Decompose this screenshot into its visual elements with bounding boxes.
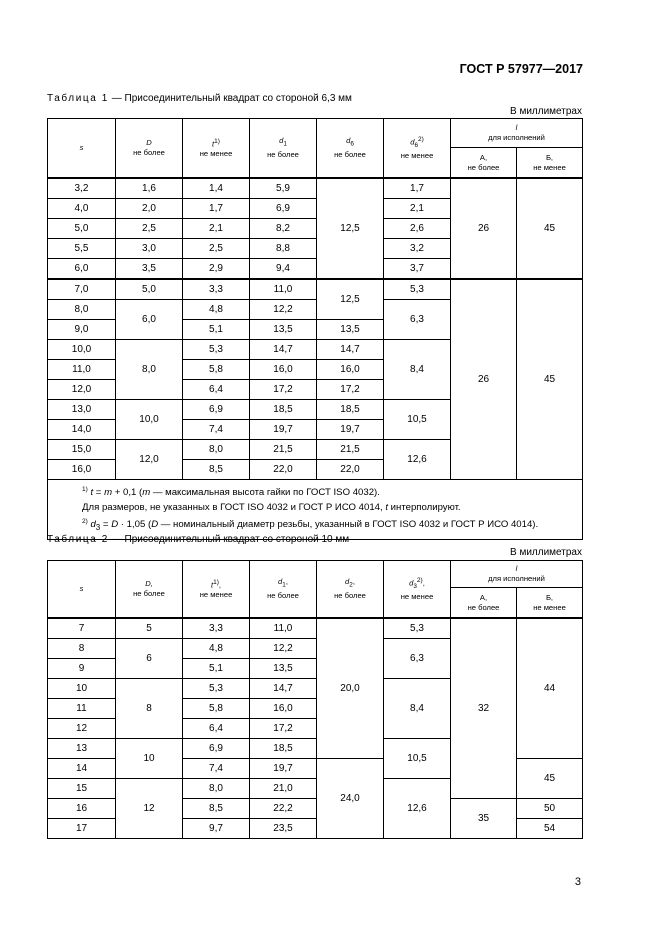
cell: 21,5 bbox=[250, 440, 317, 460]
t2-header-l: l для исполнений bbox=[451, 561, 583, 588]
cell: 12,5 bbox=[317, 279, 384, 320]
table2-title: — Присоединительный квадрат со стороной 10 мм bbox=[108, 534, 350, 545]
cell: 9,0 bbox=[48, 320, 116, 340]
cell: 1,6 bbox=[116, 178, 183, 199]
cell: 12,6 bbox=[384, 779, 451, 839]
cell: 15 bbox=[48, 779, 116, 799]
cell: 4,8 bbox=[183, 300, 250, 320]
t1-header-s: s bbox=[48, 119, 116, 179]
t1-header-A: А, не более bbox=[451, 148, 517, 179]
t2-header-D: D, не более bbox=[116, 561, 183, 619]
cell: 11,0 bbox=[250, 618, 317, 639]
table1-units: В миллиметрах bbox=[510, 106, 582, 117]
table1-note-1-line2: Для размеров, не указанных в ГОСТ ISO 4032 и ГОСТ Р ИСО 4014, t интерполируют. bbox=[82, 501, 461, 513]
cell: 3,3 bbox=[183, 279, 250, 300]
cell: 11,0 bbox=[48, 360, 116, 380]
cell: 13 bbox=[48, 739, 116, 759]
cell: 2,5 bbox=[116, 219, 183, 239]
table-row bbox=[48, 178, 583, 199]
cell: 8,0 bbox=[48, 300, 116, 320]
cell: 45 bbox=[517, 759, 583, 799]
cell: 5,3 bbox=[384, 279, 451, 300]
cell: 8 bbox=[48, 639, 116, 659]
cell: 12,2 bbox=[250, 300, 317, 320]
cell: 8,5 bbox=[183, 799, 250, 819]
cell: 2,1 bbox=[384, 199, 451, 219]
cell: 2,1 bbox=[183, 219, 250, 239]
cell: 6,0 bbox=[48, 259, 116, 280]
cell: 10,0 bbox=[116, 400, 183, 440]
cell: 19,7 bbox=[317, 420, 384, 440]
cell: 2,0 bbox=[116, 199, 183, 219]
cell: 6,9 bbox=[250, 199, 317, 219]
cell: 6,3 bbox=[384, 300, 451, 340]
cell: 24,0 bbox=[317, 759, 384, 839]
cell: 22,0 bbox=[317, 460, 384, 480]
cell: 17 bbox=[48, 819, 116, 839]
cell: 5,3 bbox=[183, 340, 250, 360]
t1-header-l: l для исполнений bbox=[451, 119, 583, 148]
table1 bbox=[47, 118, 583, 540]
cell: 10,5 bbox=[384, 739, 451, 779]
cell: 21,0 bbox=[250, 779, 317, 799]
cell: 2,9 bbox=[183, 259, 250, 280]
cell: 20,0 bbox=[317, 618, 384, 759]
table2-units: В миллиметрах bbox=[510, 547, 582, 558]
cell: 12,2 bbox=[250, 639, 317, 659]
t2-header-d1: $d_1$, не более bbox=[250, 561, 317, 619]
cell: 5,1 bbox=[183, 659, 250, 679]
table-row bbox=[48, 279, 583, 300]
cell: 5 bbox=[116, 618, 183, 639]
cell: 6,0 bbox=[116, 300, 183, 340]
cell: 32 bbox=[451, 618, 517, 799]
table1-note-2: $^{2)}$ $d_3 = D \cdot 1,05$ (D — номинальный диаметр резьбы, указанный в ГОСТ ISO 4032 и ГОСТ Р ИСО 4014). bbox=[82, 518, 539, 533]
t2-header-t: $t^{1)}$, не менее bbox=[183, 561, 250, 619]
cell: 9 bbox=[48, 659, 116, 679]
table2 bbox=[47, 560, 583, 839]
cell: 6,9 bbox=[183, 400, 250, 420]
cell: 16,0 bbox=[250, 360, 317, 380]
cell: 22,2 bbox=[250, 799, 317, 819]
cell: 5,0 bbox=[48, 219, 116, 239]
cell: 19,7 bbox=[250, 420, 317, 440]
cell: 8,8 bbox=[250, 239, 317, 259]
cell: 13,5 bbox=[317, 320, 384, 340]
cell: 45 bbox=[517, 279, 583, 480]
t1-header-D: D не более bbox=[116, 119, 183, 179]
table1-title: — Присоединительный квадрат со стороной 6,3 мм bbox=[108, 93, 352, 104]
cell: 12 bbox=[48, 719, 116, 739]
cell: 12,0 bbox=[116, 440, 183, 480]
t2-header-s: s bbox=[48, 561, 116, 619]
table2-caption bbox=[47, 534, 349, 545]
cell: 50 bbox=[517, 799, 583, 819]
cell: 8,0 bbox=[183, 440, 250, 460]
t1-header-d6-min: $d_6^{2)}$ не менее bbox=[384, 119, 451, 179]
cell: 10,0 bbox=[48, 340, 116, 360]
document-code: ГОСТ Р 57977—2017 bbox=[459, 62, 583, 76]
cell: 7 bbox=[48, 618, 116, 639]
cell: 5,9 bbox=[250, 178, 317, 199]
cell: 8,4 bbox=[384, 340, 451, 400]
cell: 8,5 bbox=[183, 460, 250, 480]
cell: 13,0 bbox=[48, 400, 116, 420]
cell: 3,7 bbox=[384, 259, 451, 280]
cell: 45 bbox=[517, 178, 583, 279]
cell: 6,4 bbox=[183, 380, 250, 400]
cell: 14,0 bbox=[48, 420, 116, 440]
cell: 13,5 bbox=[250, 659, 317, 679]
t2-header-B: Б, не менее bbox=[517, 588, 583, 619]
t2-header-d2: $d_2$, не более bbox=[317, 561, 384, 619]
cell: 16,0 bbox=[250, 699, 317, 719]
cell: 23,5 bbox=[250, 819, 317, 839]
t1-header-d6: $d_6$ не более bbox=[317, 119, 384, 179]
cell: 9,7 bbox=[183, 819, 250, 839]
table1-label: Таблица 1 bbox=[47, 93, 109, 104]
t1-header-t: $t^{1)}$ не менее bbox=[183, 119, 250, 179]
cell: 54 bbox=[517, 819, 583, 839]
table1-caption bbox=[47, 93, 352, 104]
table2-label: Таблица 2 bbox=[47, 534, 109, 545]
cell: 4,0 bbox=[48, 199, 116, 219]
cell: 14 bbox=[48, 759, 116, 779]
cell: 16 bbox=[48, 799, 116, 819]
cell: 4,8 bbox=[183, 639, 250, 659]
cell: 26 bbox=[451, 178, 517, 279]
t1-header-B: Б, не менее bbox=[517, 148, 583, 179]
cell: 8,0 bbox=[183, 779, 250, 799]
cell: 3,3 bbox=[183, 618, 250, 639]
cell: 3,5 bbox=[116, 259, 183, 280]
cell: 14,7 bbox=[317, 340, 384, 360]
cell: 17,2 bbox=[317, 380, 384, 400]
cell: 12,5 bbox=[317, 178, 384, 279]
t2-header-d3: $d_3^{2)}$, не менее bbox=[384, 561, 451, 619]
cell: 14,7 bbox=[250, 340, 317, 360]
cell: 26 bbox=[451, 279, 517, 480]
cell: 5,1 bbox=[183, 320, 250, 340]
table1-note-1: $^{1)}$ t = m + 0,1 (m — максимальная высота гайки по ГОСТ ISO 4032). bbox=[82, 486, 380, 499]
cell: 6,9 bbox=[183, 739, 250, 759]
cell: 8,0 bbox=[116, 340, 183, 400]
cell: 5,3 bbox=[183, 679, 250, 699]
t1-header-d1: $d_1$ не более bbox=[250, 119, 317, 179]
cell: 11,0 bbox=[250, 279, 317, 300]
cell: 3,2 bbox=[384, 239, 451, 259]
cell: 21,5 bbox=[317, 440, 384, 460]
cell: 7,4 bbox=[183, 420, 250, 440]
cell: 3,0 bbox=[116, 239, 183, 259]
cell: 5,3 bbox=[384, 618, 451, 639]
cell: 8,4 bbox=[384, 679, 451, 739]
cell: 18,5 bbox=[317, 400, 384, 420]
cell: 18,5 bbox=[250, 400, 317, 420]
cell: 8 bbox=[116, 679, 183, 739]
cell: 17,2 bbox=[250, 719, 317, 739]
table1-notes bbox=[48, 480, 583, 540]
cell: 1,7 bbox=[384, 178, 451, 199]
page-number: 3 bbox=[574, 876, 581, 888]
cell: 16,0 bbox=[48, 460, 116, 480]
cell: 9,4 bbox=[250, 259, 317, 280]
cell: 10 bbox=[116, 739, 183, 779]
cell: 16,0 bbox=[317, 360, 384, 380]
cell: 8,2 bbox=[250, 219, 317, 239]
cell: 7,0 bbox=[48, 279, 116, 300]
cell: 13,5 bbox=[250, 320, 317, 340]
cell: 19,7 bbox=[250, 759, 317, 779]
cell: 5,8 bbox=[183, 699, 250, 719]
t2-header-A: А, не более bbox=[451, 588, 517, 619]
cell: 5,0 bbox=[116, 279, 183, 300]
cell: 7,4 bbox=[183, 759, 250, 779]
cell: 18,5 bbox=[250, 739, 317, 759]
cell: 2,5 bbox=[183, 239, 250, 259]
cell: 44 bbox=[517, 618, 583, 759]
cell: 10,5 bbox=[384, 400, 451, 440]
table-row bbox=[48, 618, 583, 639]
cell: 12,0 bbox=[48, 380, 116, 400]
cell: 22,0 bbox=[250, 460, 317, 480]
cell: 12,6 bbox=[384, 440, 451, 480]
cell: 1,4 bbox=[183, 178, 250, 199]
table1-notes-row bbox=[48, 480, 583, 540]
cell: 2,6 bbox=[384, 219, 451, 239]
cell: 15,0 bbox=[48, 440, 116, 460]
cell: 6,4 bbox=[183, 719, 250, 739]
cell: 17,2 bbox=[250, 380, 317, 400]
cell: 3,2 bbox=[48, 178, 116, 199]
cell: 6 bbox=[116, 639, 183, 679]
cell: 5,8 bbox=[183, 360, 250, 380]
cell: 11 bbox=[48, 699, 116, 719]
cell: 10 bbox=[48, 679, 116, 699]
cell: 5,5 bbox=[48, 239, 116, 259]
cell: 1,7 bbox=[183, 199, 250, 219]
cell: 35 bbox=[451, 799, 517, 839]
cell: 14,7 bbox=[250, 679, 317, 699]
cell: 12 bbox=[116, 779, 183, 839]
cell: 6,3 bbox=[384, 639, 451, 679]
